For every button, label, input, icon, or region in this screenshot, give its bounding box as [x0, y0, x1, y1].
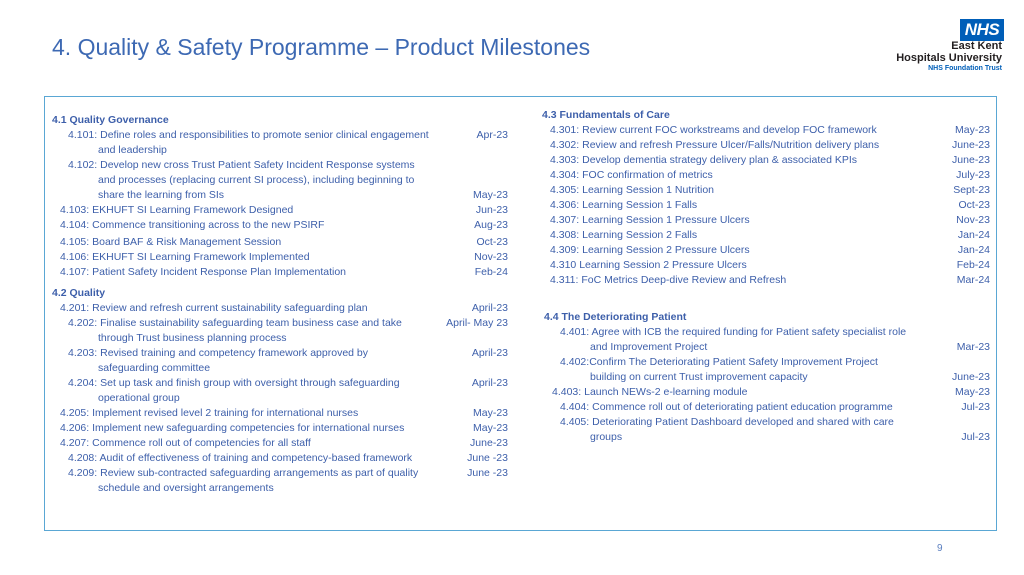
milestone-date: April-23 [471, 377, 508, 389]
milestone-date: April-23 [471, 347, 508, 359]
milestone-date: June-23 [952, 154, 990, 166]
milestone-date: April- May 23 [446, 317, 508, 329]
milestone-item [542, 415, 990, 445]
milestone-text: 4.105: Board BAF & Risk Management Session [60, 236, 282, 248]
milestone-item [52, 406, 508, 421]
milestone-date: Jun-23 [475, 204, 508, 216]
milestone-item [542, 258, 990, 273]
milestone-text: 4.107: Patient Safety Incident Response Plan Implementation [60, 266, 347, 278]
section-heading-fundamentals-of-care: 4.3 Fundamentals of Care [542, 109, 670, 121]
milestone-item [52, 250, 508, 265]
milestone-item [542, 183, 990, 198]
milestone-date: Nov-23 [474, 251, 508, 263]
left-column [52, 113, 508, 496]
milestone-item [52, 218, 508, 233]
milestone-item [52, 451, 508, 466]
milestone-date: May-23 [472, 422, 508, 434]
milestone-text: 4.402:Confirm The Deteriorating Patient Safety Improvement Project building on current Trust improvement capacity [560, 356, 878, 383]
milestone-date: Oct-23 [476, 236, 508, 248]
page-number: 9 [937, 543, 943, 554]
milestone-text: 4.102: Develop new cross Trust Patient Safety Incident Response systems and processes (replacing current SI process), including beginning to share the learning from SIs [68, 159, 415, 201]
milestone-date: May-23 [472, 189, 508, 201]
milestone-text: 4.308: Learning Session 2 Falls [550, 229, 698, 241]
section-heading-deteriorating-patient: 4.4 The Deteriorating Patient [544, 311, 687, 323]
milestone-text: 4.302: Review and refresh Pressure Ulcer/Falls/Nutrition delivery plans [550, 139, 880, 151]
milestone-date: May-23 [472, 407, 508, 419]
milestone-date: Mar-23 [956, 341, 990, 353]
milestone-text: 4.301: Review current FOC workstreams and develop FOC framework [550, 124, 877, 136]
milestone-item [52, 436, 508, 451]
milestone-item [542, 168, 990, 183]
milestone-date: Feb-24 [956, 259, 990, 271]
milestone-text: 4.202: Finalise sustainability safeguarding team business case and take through Trust business planning process [68, 317, 402, 344]
milestone-text: 4.309: Learning Session 2 Pressure Ulcers [550, 244, 750, 256]
milestone-text: 4.204: Set up task and finish group with oversight through safeguarding operational group [68, 377, 400, 404]
milestone-item [542, 123, 990, 138]
milestone-item [52, 421, 508, 436]
section-heading-quality-governance: 4.1 Quality Governance [52, 114, 169, 126]
milestone-text: 4.209: Review sub-contracted safeguarding arrangements as part of quality schedule and oversight arrangements [68, 467, 419, 494]
milestone-date: June-23 [470, 437, 508, 449]
milestone-date: Jul-23 [961, 431, 990, 443]
milestone-text: 4.207: Commence roll out of competencies for all staff [60, 437, 311, 449]
milestone-text: 4.304: FOC confirmation of metrics [550, 169, 713, 181]
logo-trust-type: NHS Foundation Trust [928, 65, 1002, 72]
milestone-date: Aug-23 [474, 219, 508, 231]
milestone-item [52, 235, 508, 250]
milestone-date: June -23 [467, 467, 508, 479]
milestone-text: 4.405: Deteriorating Patient Dashboard developed and shared with care groups [560, 416, 894, 443]
milestone-date: May-23 [954, 386, 990, 398]
nhs-trust-logo [893, 19, 1003, 75]
milestone-text: 4.404: Commence roll out of deteriorating patient education programme [560, 401, 893, 413]
milestone-text: 4.106: EKHUFT SI Learning Framework Implemented [60, 251, 310, 263]
logo-trust-name-line1: East Kent [951, 40, 1002, 52]
milestone-date: Mar-24 [956, 274, 990, 286]
milestone-date: Jul-23 [961, 401, 990, 413]
milestone-date: Nov-23 [956, 214, 990, 226]
milestone-date: June -23 [467, 452, 508, 464]
logo-trust-name-line2: Hospitals University [896, 52, 1002, 64]
milestone-date: Jan-24 [957, 229, 990, 241]
milestone-text: 4.203: Revised training and competency framework approved by safeguarding committee [68, 347, 368, 374]
milestone-date: June-23 [952, 139, 990, 151]
milestone-date: Oct-23 [958, 199, 990, 211]
milestone-date: July-23 [956, 169, 990, 181]
milestone-text: 4.403: Launch NEWs-2 e-learning module [552, 386, 748, 398]
section-heading-quality: 4.2 Quality [52, 287, 106, 299]
milestone-item [542, 243, 990, 258]
milestone-date: May-23 [954, 124, 990, 136]
milestone-date: Apr-23 [476, 129, 508, 141]
milestone-item [542, 153, 990, 168]
milestone-item [542, 228, 990, 243]
milestone-item [52, 158, 508, 203]
milestone-item [52, 466, 508, 496]
milestone-text: 4.103: EKHUFT SI Learning Framework Designed [60, 204, 294, 216]
milestone-item [52, 376, 508, 406]
milestone-item [52, 316, 508, 346]
milestone-text: 4.401: Agree with ICB the required funding for Patient safety specialist role and Improvement Project [560, 326, 907, 353]
milestone-date: Feb-24 [474, 266, 508, 278]
milestone-item [542, 138, 990, 153]
milestone-text: 4.104: Commence transitioning across to the new PSIRF [60, 219, 325, 231]
milestone-item [542, 385, 990, 400]
milestone-text: 4.205: Implement revised level 2 training for international nurses [60, 407, 359, 419]
milestone-date: April-23 [471, 302, 508, 314]
milestone-item [52, 203, 508, 218]
milestone-text: 4.201: Review and refresh current sustainability safeguarding plan [60, 302, 368, 314]
milestone-item [52, 301, 508, 316]
milestone-item [542, 325, 990, 355]
milestone-date: Sept-23 [953, 184, 990, 196]
milestone-text: 4.306: Learning Session 1 Falls [550, 199, 698, 211]
right-column [542, 108, 990, 445]
milestone-text: 4.101: Define roles and responsibilities to promote senior clinical engagement and leadership [68, 129, 429, 156]
milestone-text: 4.208: Audit of effectiveness of training and competency-based framework [68, 452, 413, 464]
milestone-text: 4.311: FoC Metrics Deep-dive Review and Refresh [550, 274, 787, 286]
milestone-item [542, 355, 990, 385]
page-title: 4. Quality & Safety Programme – Product Milestones [52, 34, 591, 60]
milestone-text: 4.310 Learning Session 2 Pressure Ulcers [550, 259, 747, 271]
milestone-item [52, 265, 508, 280]
milestone-item [52, 346, 508, 376]
milestone-text: 4.206: Implement new safeguarding competencies for international nurses [60, 422, 405, 434]
milestone-text: 4.303: Develop dementia strategy delivery plan & associated KPIs [550, 154, 858, 166]
milestone-item [542, 198, 990, 213]
milestone-item [542, 213, 990, 228]
milestone-item [52, 128, 508, 158]
milestone-date: June-23 [952, 371, 990, 383]
milestone-text: 4.305: Learning Session 1 Nutrition [550, 184, 715, 196]
milestone-item [542, 400, 990, 415]
milestone-item [542, 273, 990, 288]
milestone-date: Jan-24 [957, 244, 990, 256]
nhs-logo-badge: NHS [960, 19, 1004, 41]
milestone-text: 4.307: Learning Session 1 Pressure Ulcers [550, 214, 750, 226]
